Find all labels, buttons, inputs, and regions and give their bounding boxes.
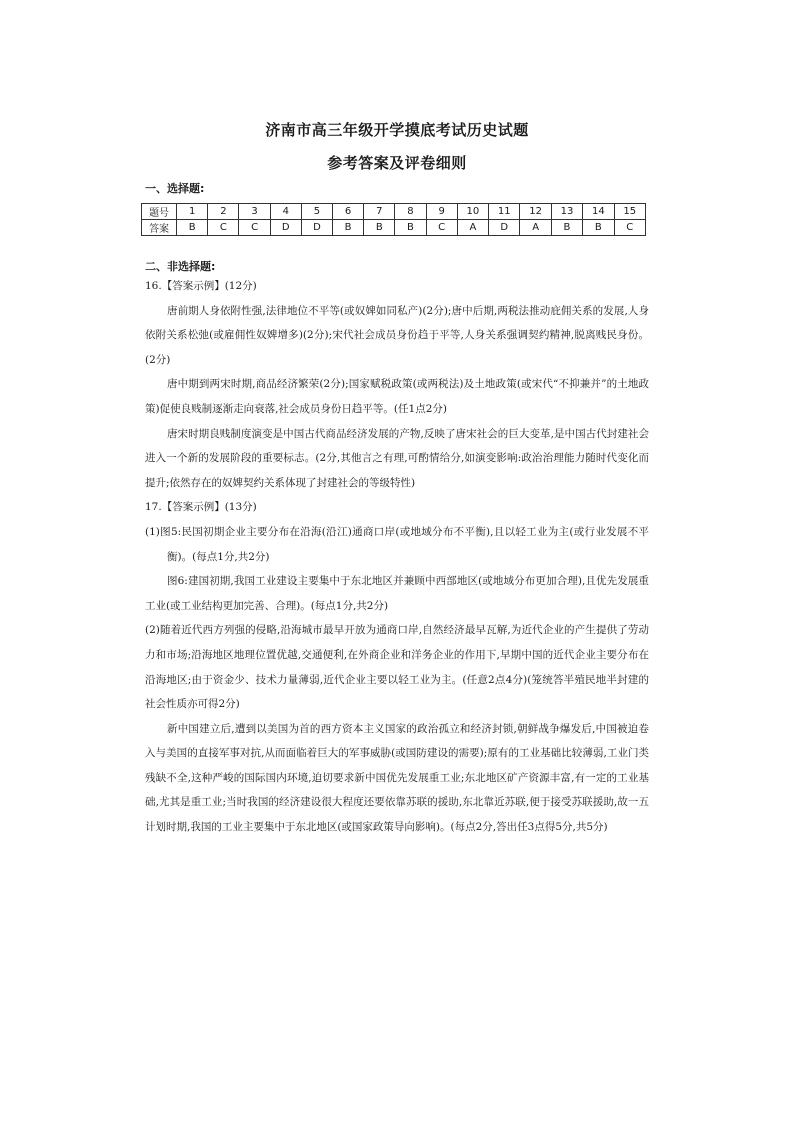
answer-cell: A [520, 220, 551, 236]
q17-header: 17.【答案示例】(13分) [145, 501, 257, 514]
answer-cell: B [551, 220, 582, 236]
question-number: 15 [614, 204, 645, 220]
answer-cell: D [489, 220, 520, 236]
section-heading-choice: 一、选择题: [145, 182, 205, 195]
answer-table [141, 203, 646, 236]
q16-paragraph-3: 唐宋时期良贱制度演变是中国古代商品经济发展的产物,反映了唐宋社会的巨大变革,是中国古代封建社会进入一个新的发展阶段的重要标志。(2分,其他言之有理,可酌情给分,如演变影响:政治治理能力随时代变化而提升;依然存在的奴婢契约关系体现了封建社会的等级特性) [145, 427, 649, 489]
q17-paragraph-3: (2)随着近代西方列强的侵略,沿海城市最早开放为通商口岸,自然经济最早瓦解,为近代企业的产生提供了劳动力和市场;沿海地区地理位置优越,交通便利,在外商企业和洋务企业的作用下,早期中国的近代企业主要分布在沿海地区;由于资金少、技术力量薄弱,近代企业主要以轻工业为主。(任意2点4分)(笼统答半殖民地半封建的社会性质亦可得2分) [145, 624, 649, 711]
question-number: 4 [270, 204, 301, 220]
question-number: 3 [239, 204, 270, 220]
q16-paragraph-1: 唐前期人身依附性强,法律地位不平等(或奴婢如同私产)(2分);唐中后期,两税法推动庇佣关系的发展,人身依附关系松弛(或雇佣性奴婢增多)(2分);宋代社会成员身份趋于平等,人身关系强调契约精神,脱离贱民身份。(2分) [145, 304, 649, 366]
question-number: 14 [583, 204, 614, 220]
q17-paragraph-1: (1)图5:民国初期企业主要分布在沿海(沿江)通商口岸(或地域分布不平衡),且以轻工业为主(或行业发展不平衡)。(每点1分,共2分) [145, 525, 649, 563]
answer-cell: A [457, 220, 488, 236]
table-row-answers [142, 220, 646, 236]
section-heading-nonchoice: 二、非选择题: [145, 260, 216, 273]
q17-paragraph-4: 新中国建立后,遭到以美国为首的西方资本主义国家的政治孤立和经济封锁,朝鲜战争爆发后,中国被迫卷入与美国的直接军事对抗,从而面临着巨大的军事威胁(或国防建设的需要);原有的工业基础比较薄弱,工业门类残缺不全,这种严峻的国际国内环境,迫切要求新中国优先发展重工业;东北地区矿产资源丰富,有一定的工业基础,尤其是重工业;当时我国的经济建设很大程度还要依靠苏联的援助,东北靠近苏联,便于接受苏联援助,故一五计划时期,我国的工业主要集中于东北地区(或国家政策导向影响)。(每点2分,答出任3点得5分,共5分) [145, 722, 649, 834]
row-label-answers: 答案 [142, 220, 177, 236]
question-number: 12 [520, 204, 551, 220]
question-number: 6 [333, 204, 364, 220]
answer-cell: B [395, 220, 426, 236]
answer-cell: D [301, 220, 332, 236]
answer-cell: C [614, 220, 645, 236]
answer-cell: B [177, 220, 208, 236]
answer-body [145, 274, 649, 840]
answer-cell: C [426, 220, 457, 236]
q16-header: 16.【答案示例】(12分) [145, 280, 257, 292]
answer-cell: C [239, 220, 270, 236]
q16-paragraph-2: 唐中期到两宋时期,商品经济繁荣(2分);国家赋税政策(或两税法)及土地政策(或宋代“不抑兼并”的土地政策)促使良贱制逐渐走向衰落,社会成员身份日趋平等。(任1点2分) [145, 378, 649, 415]
answer-cell: D [270, 220, 301, 236]
table-row-numbers [142, 204, 646, 220]
question-number: 7 [364, 204, 395, 220]
document-title: 济南市高三年级开学摸底考试历史试题 [265, 121, 529, 139]
question-number: 13 [551, 204, 582, 220]
question-number: 2 [208, 204, 239, 220]
answer-cell: B [583, 220, 614, 236]
q17-paragraph-2: 图6:建国初期,我国工业建设主要集中于东北地区并兼顾中西部地区(或地域分布更加合理),且优先发展重工业(或工业结构更加完善、合理)。(每点1分,共2分) [145, 575, 649, 612]
question-number: 11 [489, 204, 520, 220]
answer-cell: B [364, 220, 395, 236]
question-number: 1 [177, 204, 208, 220]
row-label-numbers: 题号 [142, 204, 177, 220]
question-number: 10 [457, 204, 488, 220]
document-subtitle: 参考答案及评卷细则 [327, 154, 467, 172]
answer-cell: C [208, 220, 239, 236]
question-number: 8 [395, 204, 426, 220]
question-number: 9 [426, 204, 457, 220]
answer-cell: B [333, 220, 364, 236]
question-number: 5 [301, 204, 332, 220]
